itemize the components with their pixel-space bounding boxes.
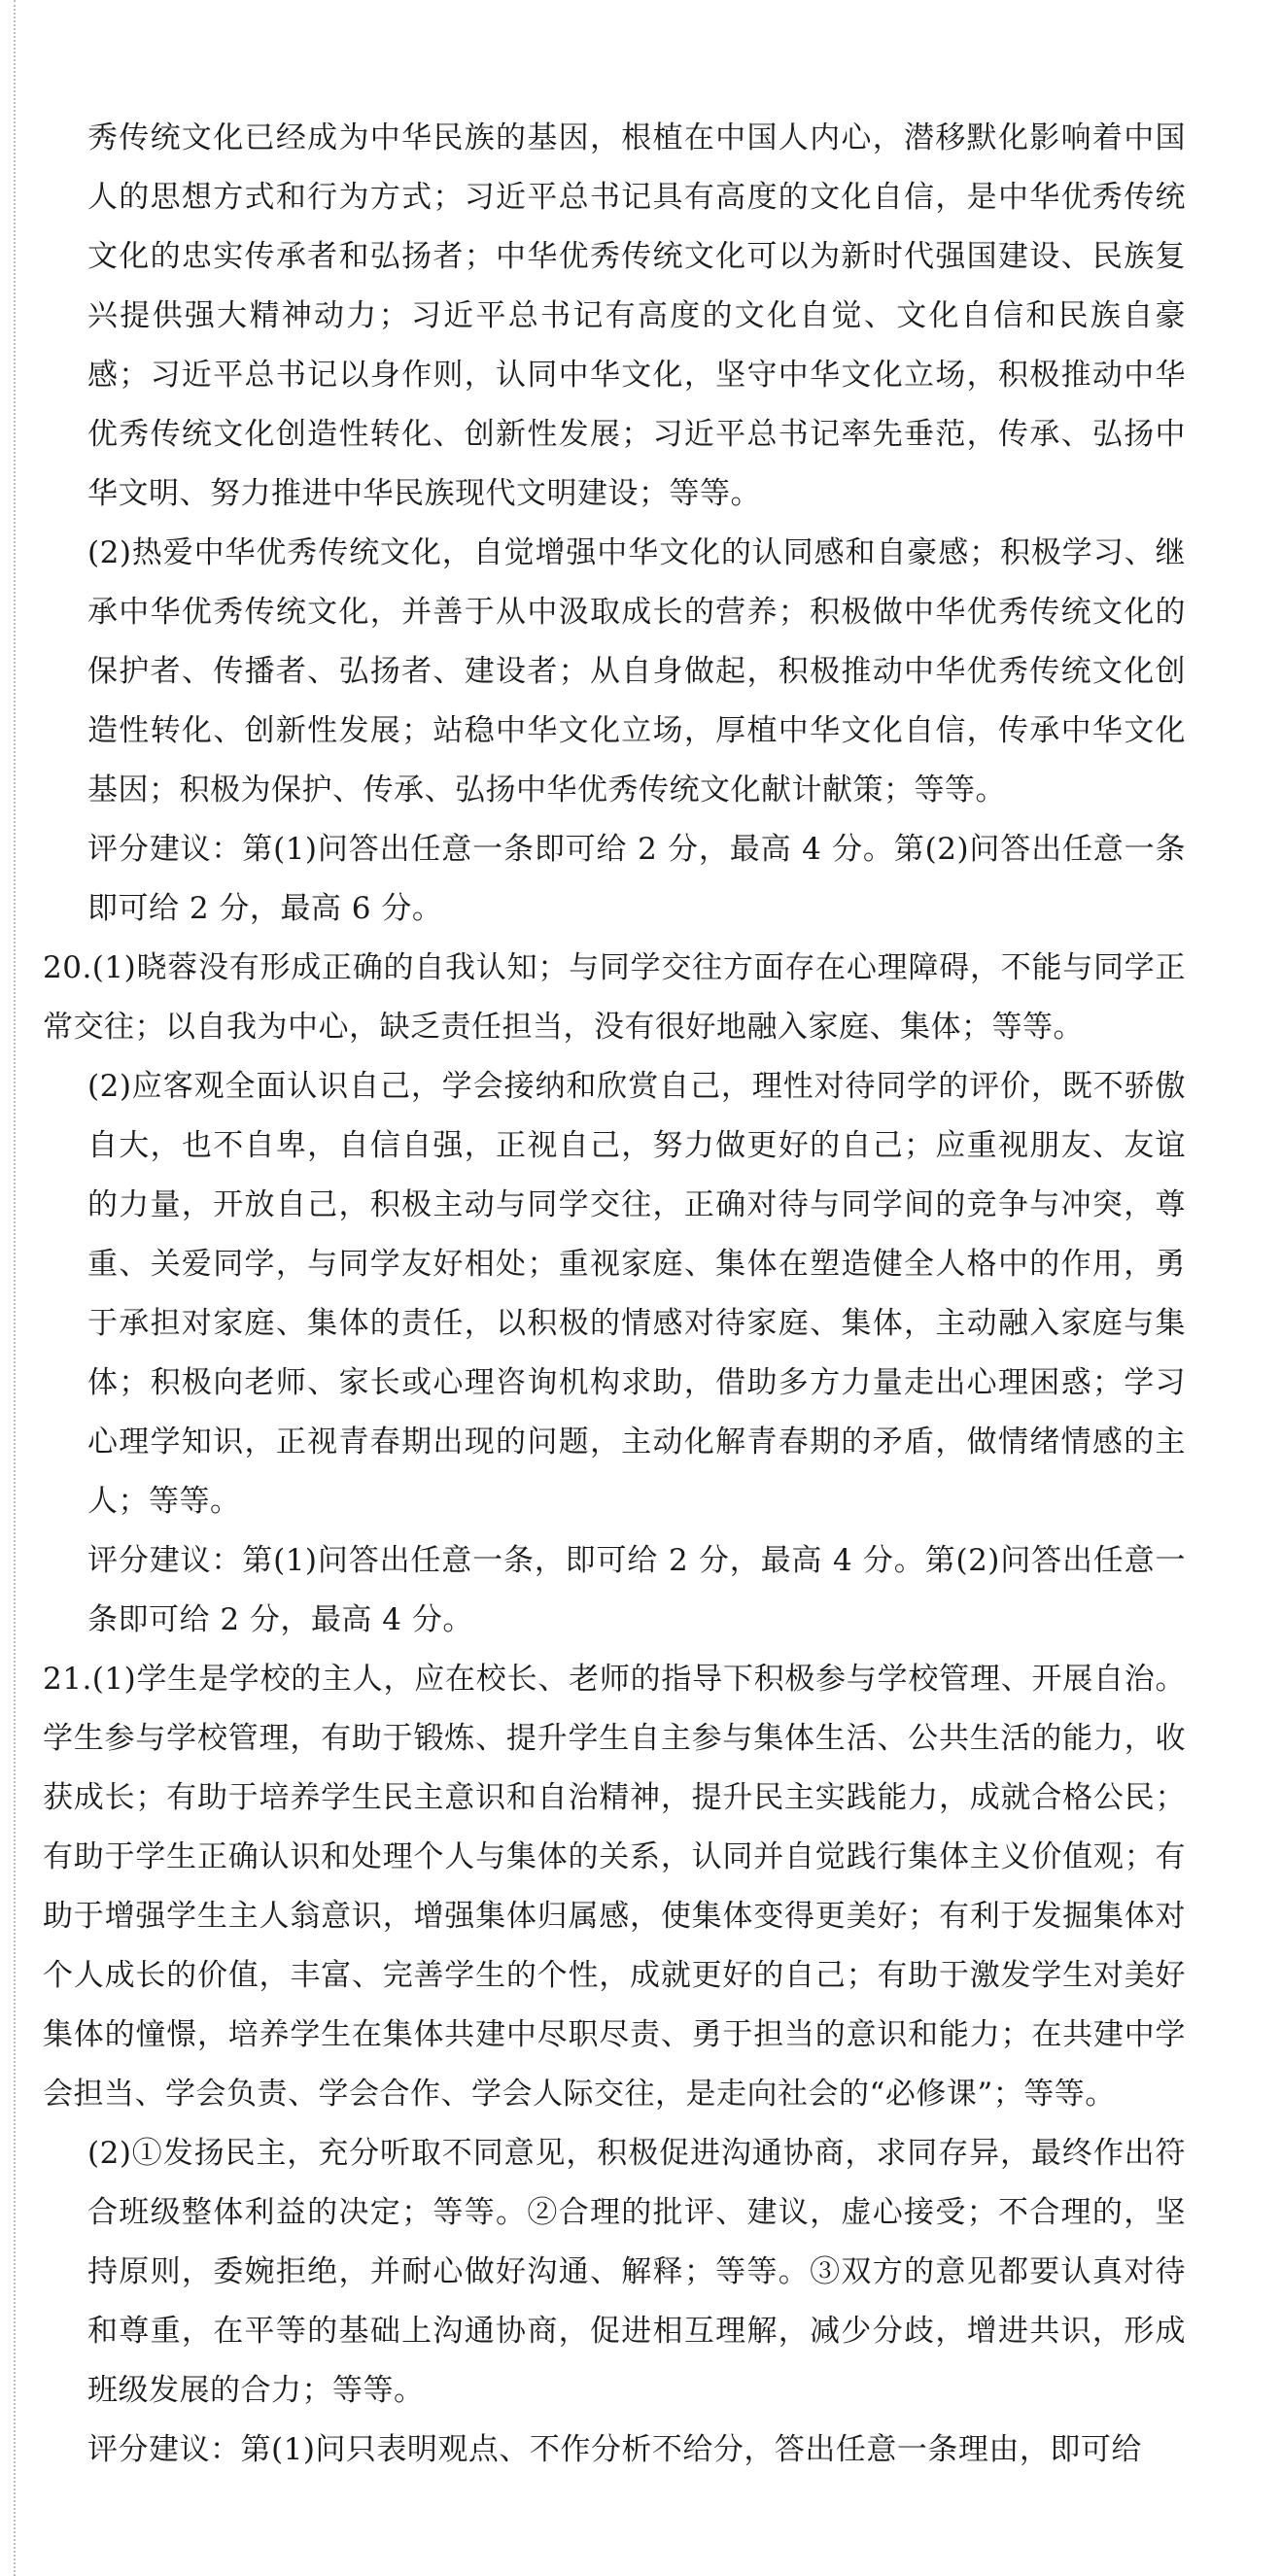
q19-part1-continuation: 秀传统文化已经成为中华民族的基因，根植在中国人内心，潜移默化影响着中国人的思想方式和行为方式；习近平总书记具有高度的文化自信，是中华优秀传统文化的忠实传承者和弘扬者；中华优秀传统文化可以为新时代强国建设、民族复兴提供强大精神动力；习近平总书记有高度的文化自觉、文化自信和民族自豪感；习近平总书记以身作则，认同中华文化，坚守中华文化立场，积极推动中华优秀传统文化创造性转化、创新性发展；习近平总书记率先垂范，传承、弘扬中华文明、努力推进中华民族现代文明建设；等等。 (87, 120, 1186, 511)
q20-part1-answer: 20.(1)晓蓉没有形成正确的自我认知；与同学交往方面存在心理障碍，不能与同学正常交往；以自我为中心，缺乏责任担当，没有很好地融入家庭、集体；等等。 (43, 950, 1186, 1045)
q19-scoring-note: 评分建议：第(1)问答出任意一条即可给 2 分，最高 4 分。第(2)问答出任意一条即可给 2 分，最高 6 分。 (87, 832, 1186, 926)
question-19-block (43, 109, 1186, 939)
question-21-block (43, 1650, 1186, 2480)
q21-part1-answer: 21.(1)学生是学校的主人，应在校长、老师的指导下积极参与学校管理、开展自治。学生参与学校管理，有助于锻炼、提升学生自主参与集体生活、公共生活的能力，收获成长；有助于培养学生民主意识和自治精神，提升民主实践能力，成就合格公民；有助于学生正确认识和处理个人与集体的关系，认同并自觉践行集体主义价值观；有助于增强学生主人翁意识，增强集体归属感，使集体变得更美好；有利于发掘集体对个人成长的价值，丰富、完善学生的个性，成就更好的自己；有助于激发学生对美好集体的憧憬，培养学生在集体共建中尽职尽责、勇于担当的意识和能力；在共建中学会担当、学会负责、学会合作、学会人际交往，是走向社会的“必修课”；等等。 (43, 1662, 1186, 2112)
q21-scoring-note: 评分建议：第(1)问只表明观点、不作分析不给分，答出任意一条理由，即可给 (87, 2432, 1142, 2467)
q20-scoring-note: 评分建议：第(1)问答出任意一条，即可给 2 分，最高 4 分。第(2)问答出任意一条即可给 2 分，最高 4 分。 (87, 1543, 1186, 1637)
q19-part2-answer: (2)热爱中华优秀传统文化，自觉增强中华文化的认同感和自豪感；积极学习、继承中华优秀传统文化，并善于从中汲取成长的营养；积极做中华优秀传统文化的保护者、传播者、弘扬者、建设者；从自身做起，积极推动中华优秀传统文化创造性转化、创新性发展；站稳中华文化立场，厚植中华文化自信，传承中华文化基因；积极为保护、传承、弘扬中华优秀传统文化献计献策；等等。 (87, 535, 1186, 807)
answer-content (43, 109, 1186, 2480)
q20-part2-answer: (2)应客观全面认识自己，学会接纳和欣赏自己，理性对待同学的评价，既不骄傲自大，也不自卑，自信自强，正视自己，努力做更好的自己；应重视朋友、友谊的力量，开放自己，积极主动与同学交往，正确对待与同学间的竞争与冲突，尊重、关爱同学，与同学友好相处；重视家庭、集体在塑造健全人格中的作用，勇于承担对家庭、集体的责任，以积极的情感对待家庭、集体，主动融入家庭与集体；积极向老师、家长或心理咨询机构求助，借助多方力量走出心理困惑；学习心理学知识，正视青春期出现的问题，主动化解青春期的矛盾，做情绪情感的主人；等等。 (87, 1069, 1186, 1519)
question-20-block (43, 939, 1186, 1650)
binding-margin-line (14, 0, 16, 2576)
q21-part2-answer: (2)①发扬民主，充分听取不同意见，积极促进沟通协商，求同存异，最终作出符合班级整体利益的决定；等等。②合理的批评、建议，虚心接受；不合理的，坚持原则，委婉拒绝，并耐心做好沟通、解释；等等。③双方的意见都要认真对待和尊重，在平等的基础上沟通协商，促进相互理解，减少分歧，增进共识，形成班级发展的合力；等等。 (87, 2136, 1186, 2408)
